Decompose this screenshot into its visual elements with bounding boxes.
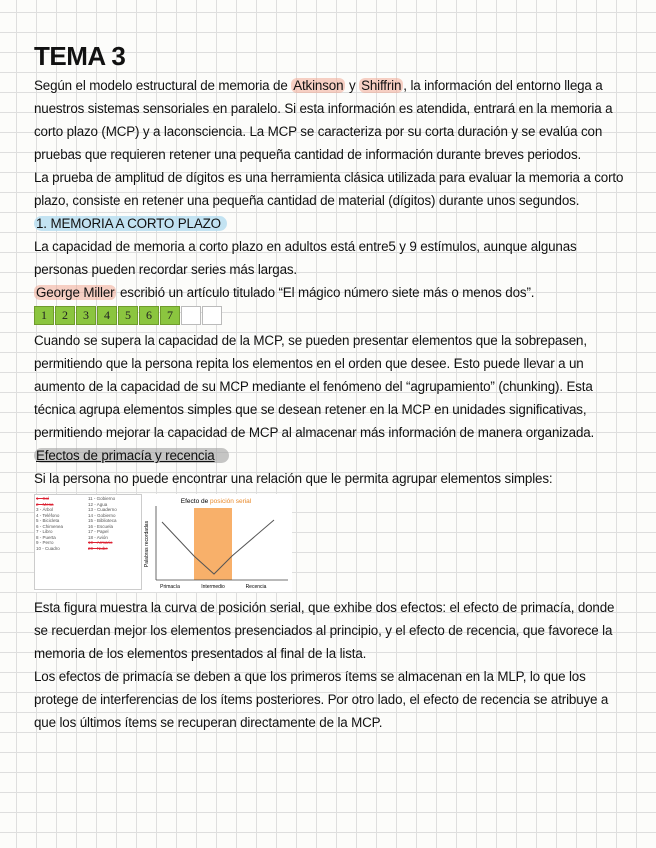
digit-block	[181, 306, 201, 325]
digit-span-blocks	[34, 306, 624, 325]
word-list-item: 16 - Escuela	[88, 523, 114, 529]
word-list-item: 13 - Cuaderno	[88, 507, 117, 512]
word-list-column	[36, 496, 88, 588]
digit-block: 3	[76, 306, 96, 325]
serial-position-svg	[142, 494, 290, 592]
word-list-item: 3 - Árbol	[36, 507, 54, 512]
word-list-item: 8 - Puerta	[36, 534, 56, 540]
word-list-item: 10 - Cuadro	[36, 545, 60, 551]
text: y	[345, 78, 360, 93]
paragraph-digit-span: La prueba de amplitud de dígitos es una herramienta clásica utilizada para evaluar la memoria a corto plazo, consiste en retener una pequeña cantidad de material (dígitos) durante unos segundos.	[34, 170, 624, 208]
word-list-item: 15 - Biblioteca	[88, 518, 117, 523]
word-list-item: 7 - Libro	[36, 529, 53, 534]
highlight-shiffrin: Shiffrin	[361, 78, 402, 93]
paragraph-chunking: Cuando se supera la capacidad de la MCP, se pueden presentar elementos que la sobrepasen, permitiendo que la persona repita los elementos en el orden que desee. Esto puede llevar a un aumento de la capacidad de su MCP mediante el fenómeno del “agrupamiento” (chunking). Esta técnica agrupa elementos simples que se desean retener en la MCP en unidades significativas, permitiendo mejorar la capacidad de MCP al almacenar más información de manera organizada.	[34, 333, 595, 440]
word-list-item: 2 - Mesa	[36, 501, 54, 507]
section-heading-text: Efectos de primacía y recencia	[34, 448, 229, 463]
word-list-item: 17 - Papel	[88, 529, 109, 534]
serial-position-chart	[142, 494, 290, 592]
word-list-item: 4 - Teléfono	[36, 512, 60, 518]
paragraph-intro	[34, 74, 624, 166]
document-page	[34, 40, 624, 734]
word-list-item: 19 - Armario	[88, 540, 113, 545]
paragraph-capacity: La capacidad de memoria a corto plazo en adultos está entre5 y 9 estímulos, aunque algunas personas pueden recordar series más largas.	[34, 239, 577, 277]
x-label-primacia: Primacía	[160, 584, 180, 590]
y-axis-label: Palabras recordadas	[144, 520, 150, 568]
word-list-item: 11 - Gobierno	[88, 496, 116, 501]
digit-block: 4	[97, 306, 117, 325]
word-list-item: 5 - Bicicleta	[36, 518, 60, 523]
highlight-george-miller: George Miller	[36, 285, 115, 300]
page-title: TEMA 3	[34, 41, 126, 71]
digit-block	[202, 306, 222, 325]
section-heading-mcp	[34, 212, 624, 235]
figure-title: Efecto de posición serial	[180, 498, 252, 505]
digit-block: 6	[139, 306, 159, 325]
text: Según el modelo estructural de memoria de	[34, 78, 292, 93]
paragraph-primacy-recency: Los efectos de primacía se deben a que los primeros ítems se almacenan en la MLP, lo que los protege de interferencias de los ítems posteriores. Por otro lado, el efecto de recencia se atribuye a que los últimos ítems se recuperan directamente de la MCP.	[34, 669, 609, 730]
word-list-item: 20 - Nube	[88, 545, 108, 551]
text: , la información del entorno llega a nuestros sistemas sensoriales en paralelo. Si esta información es atendida, entrará en la memoria a corto plazo (MCP) y a laconsciencia. La MCP se caracteriza por su corta duración y se evalúa con pruebas que requieren retener una pequeña cantidad de información durante breves periodos.	[34, 78, 613, 162]
word-list-item: 14 - Gobierno	[88, 512, 116, 518]
digit-block: 7	[160, 306, 180, 325]
paragraph-figure-explanation: Esta figura muestra la curva de posición serial, que exhibe dos efectos: el efecto de primacía, donde se recuerdan mejor los elementos presenciados al principio, y el efecto de recencia, que favorece la memoria de los elementos presentados al final de la lista.	[34, 600, 615, 661]
word-list-item: 6 - Chimenea	[36, 523, 64, 529]
x-label-recencia: Recencia	[245, 584, 267, 590]
word-list-item: 12 - Agua	[88, 501, 108, 507]
word-list-column	[88, 496, 140, 588]
word-list-item: 1 - Sol	[36, 496, 50, 501]
paragraph-no-grouping: Si la persona no puede encontrar una relación que le permita agrupar elementos simples:	[34, 471, 553, 486]
intermediate-band	[194, 508, 232, 580]
text: escribió un artículo titulado “El mágico número siete más o menos dos”.	[116, 285, 535, 300]
digit-block: 2	[55, 306, 75, 325]
paragraph-miller	[34, 281, 624, 304]
section-heading-effects	[34, 444, 624, 467]
section-heading-text: 1. MEMORIA A CORTO PLAZO	[34, 216, 227, 231]
x-label-intermedio: Intermedio	[201, 584, 225, 590]
digit-block: 5	[118, 306, 138, 325]
serial-position-figure	[34, 494, 292, 592]
word-list-item: 9 - Perro	[36, 540, 54, 545]
highlight-atkinson: Atkinson	[293, 78, 344, 93]
word-list	[34, 494, 142, 590]
digit-block: 1	[34, 306, 54, 325]
word-list-item: 18 - Avión	[88, 534, 108, 540]
